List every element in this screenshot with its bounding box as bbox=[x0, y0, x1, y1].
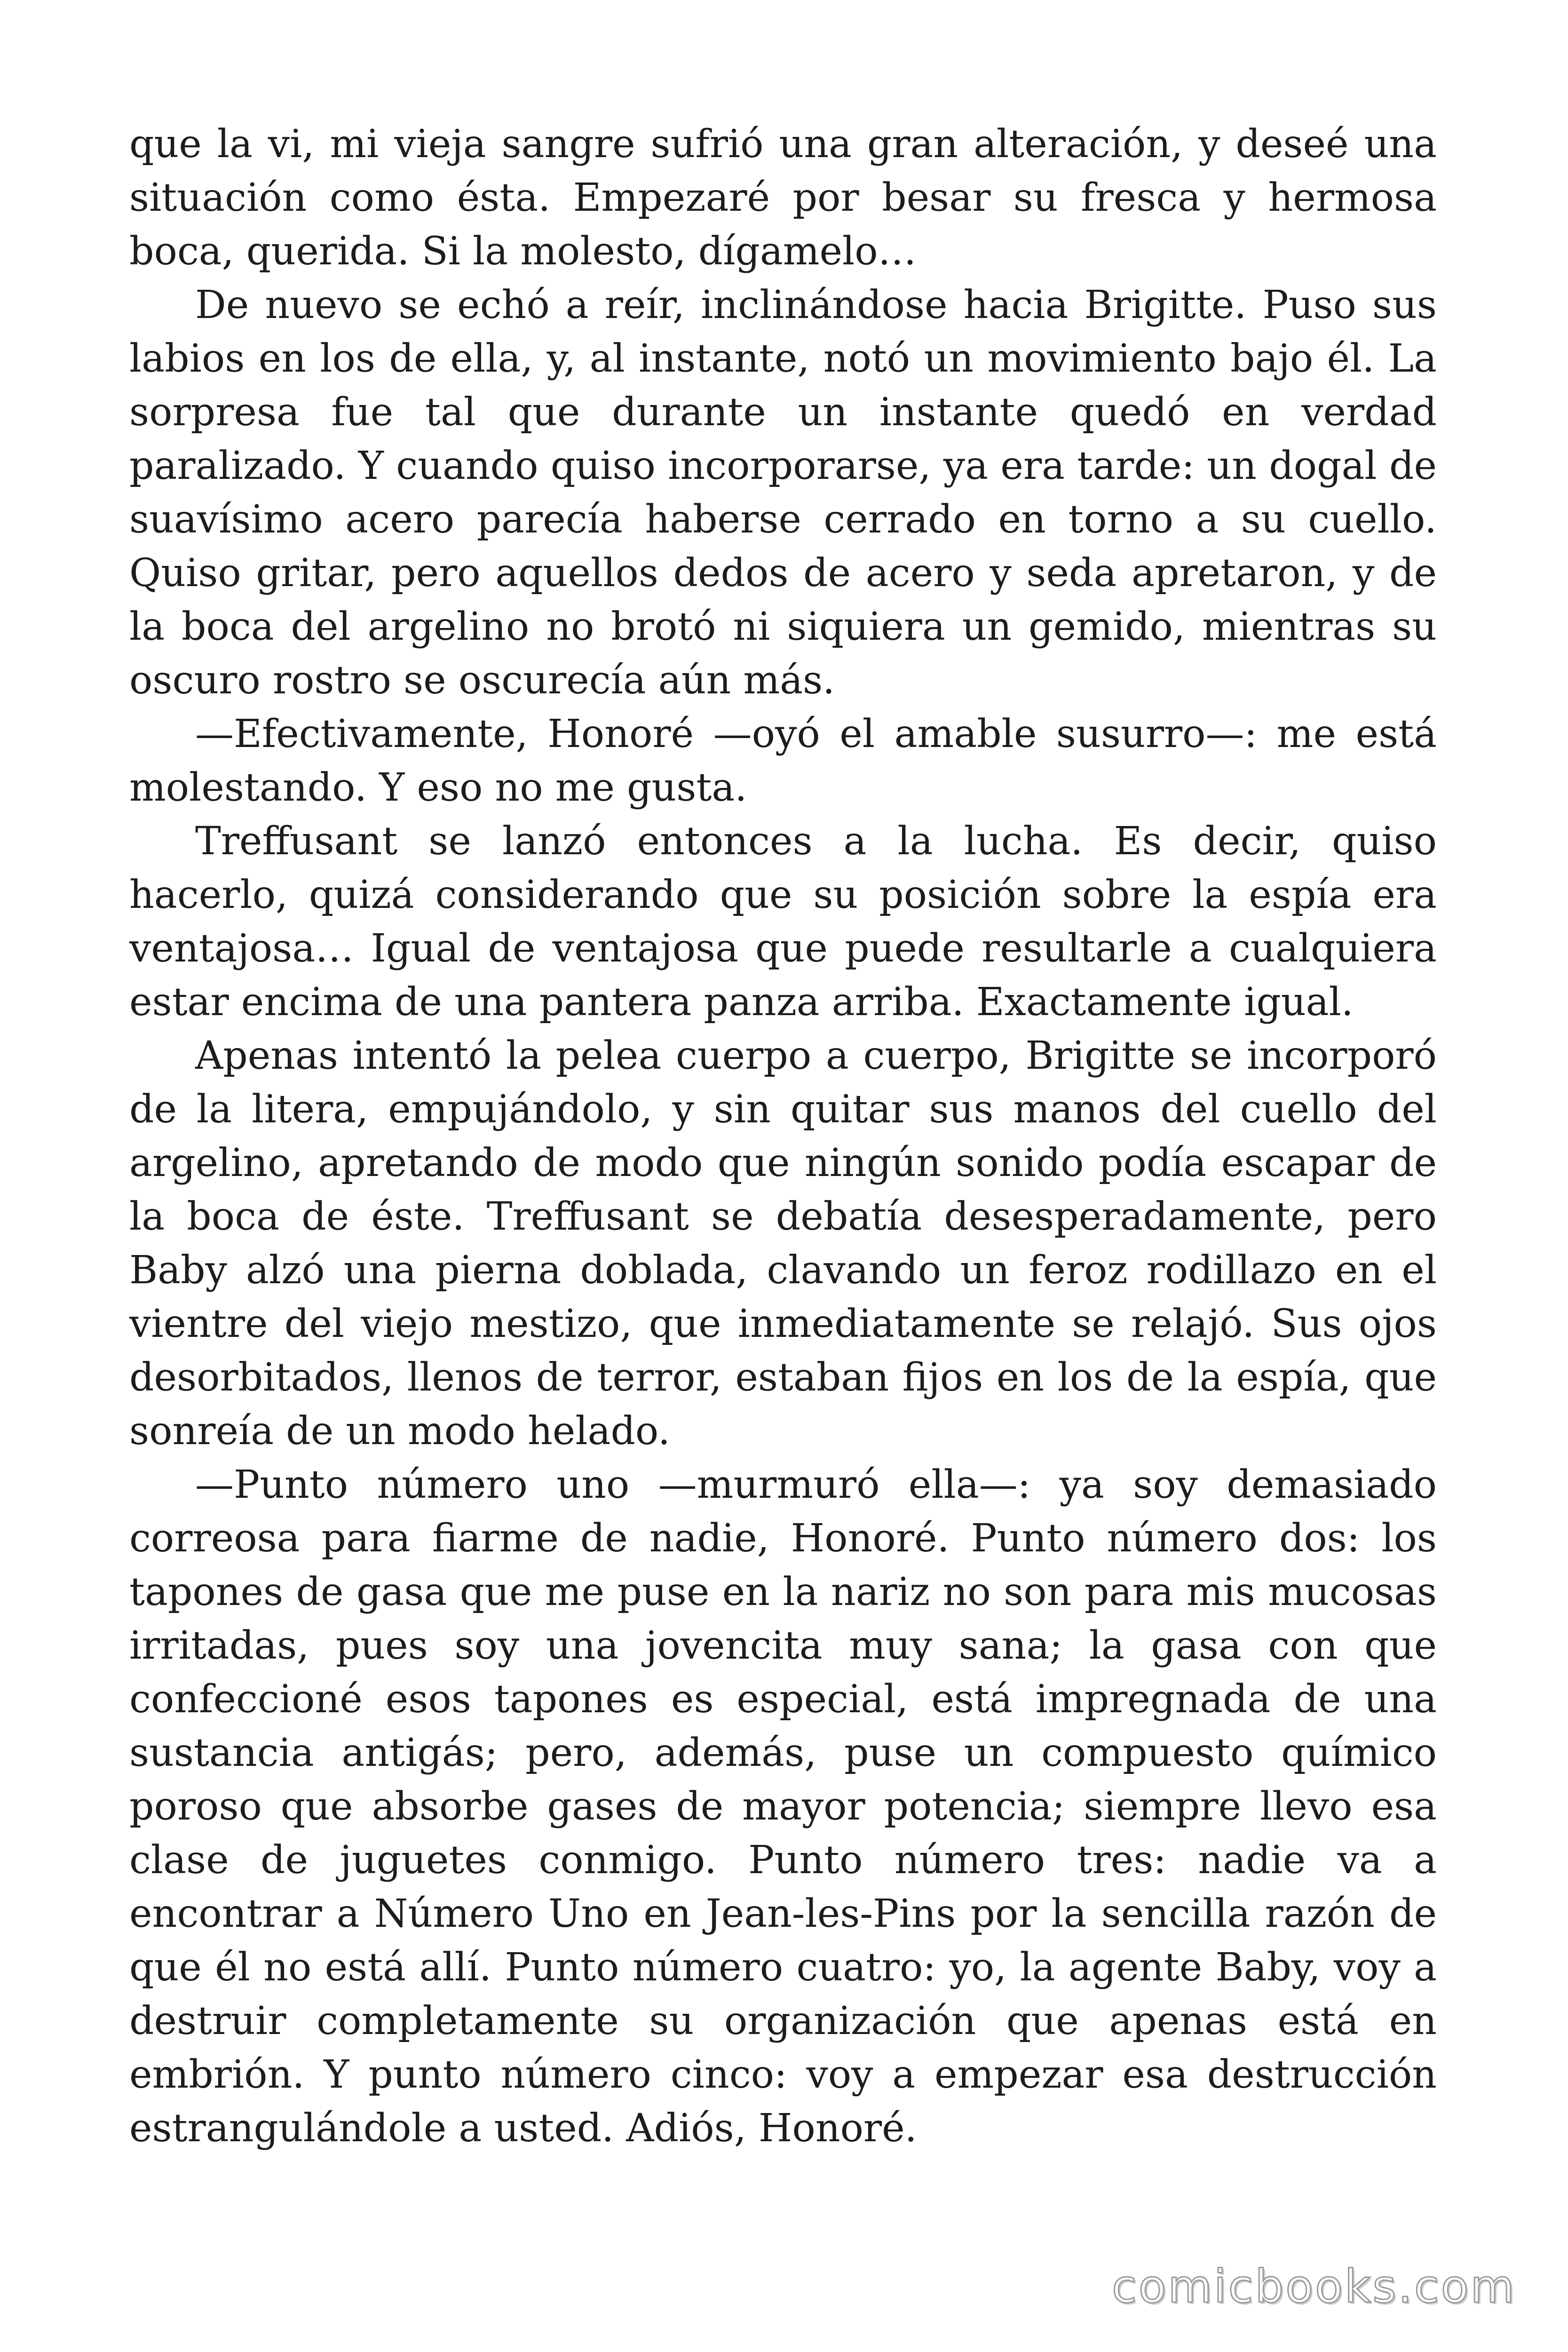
page-body-text bbox=[129, 118, 1437, 2155]
paragraph: Apenas intentó la pelea cuerpo a cuerpo, Brigitte se incorporó de la litera, empujándolo, y sin quitar sus manos del cuello del argelino, apretando de modo que ningún sonido podía escapar de la boca de éste. Treffusant se debatía desesperadamente, pero Baby alzó una pierna doblada, clavando un feroz rodillazo en el vientre del viejo mestizo, que inmediatamente se relajó. Sus ojos desorbitados, llenos de terror, estaban fijos en los de la espía, que sonreía de un modo helado. bbox=[129, 1033, 1437, 1454]
paragraph: —Efectivamente, Honoré —oyó el amable susurro—: me está molestando. Y eso no me gusta. bbox=[129, 712, 1437, 810]
paragraph: De nuevo se echó a reír, inclinándose hacia Brigitte. Puso sus labios en los de ella, y, al instante, notó un movimiento bajo él. La sorpresa fue tal que durante un instante quedó en verdad paralizado. Y cuando quiso incorporarse, ya era tarde: un dogal de suavísimo acero parecía haberse cerrado en torno a su cuello. Quiso gritar, pero aquellos dedos de acero y seda apretaron, y de la boca del argelino no brotó ni siquiera un gemido, mientras su oscuro rostro se oscurecía aún más. bbox=[129, 283, 1437, 703]
paragraph: que la vi, mi vieja sangre sufrió una gran alteración, y deseé una situación como ésta. Empezaré por besar su fresca y hermosa boca, querida. Si la molesto, dígamelo… bbox=[129, 122, 1437, 274]
watermark: comicbooks.com bbox=[1111, 2260, 1516, 2313]
paragraph: Treffusant se lanzó entonces a la lucha. Es decir, quiso hacerlo, quizá considerando que su posición sobre la espía era ventajosa… Igual de ventajosa que puede resultarle a cualquiera estar encima de una pantera panza arriba. Exactamente igual. bbox=[129, 819, 1437, 1025]
paragraph: —Punto número uno —murmuró ella—: ya soy demasiado correosa para fiarme de nadie, Honoré. Punto número dos: los tapones de gasa que me puse en la nariz no son para mis mucosas irritadas, pues soy una jovencita muy sana; la gasa con que confeccioné esos tapones es especial, está impregnada de una sustancia antigás; pero, además, puse un compuesto químico poroso que absorbe gases de mayor potencia; siempre llevo esa clase de juguetes conmigo. Punto número tres: nadie va a encontrar a Número Uno en Jean-les-Pins por la sencilla razón de que él no está allí. Punto número cuatro: yo, la agente Baby, voy a destruir completamente su organización que apenas está en embrión. Y punto número cinco: voy a empezar esa destrucción estrangulándole a usted. Adiós, Honoré. bbox=[129, 1462, 1437, 2151]
